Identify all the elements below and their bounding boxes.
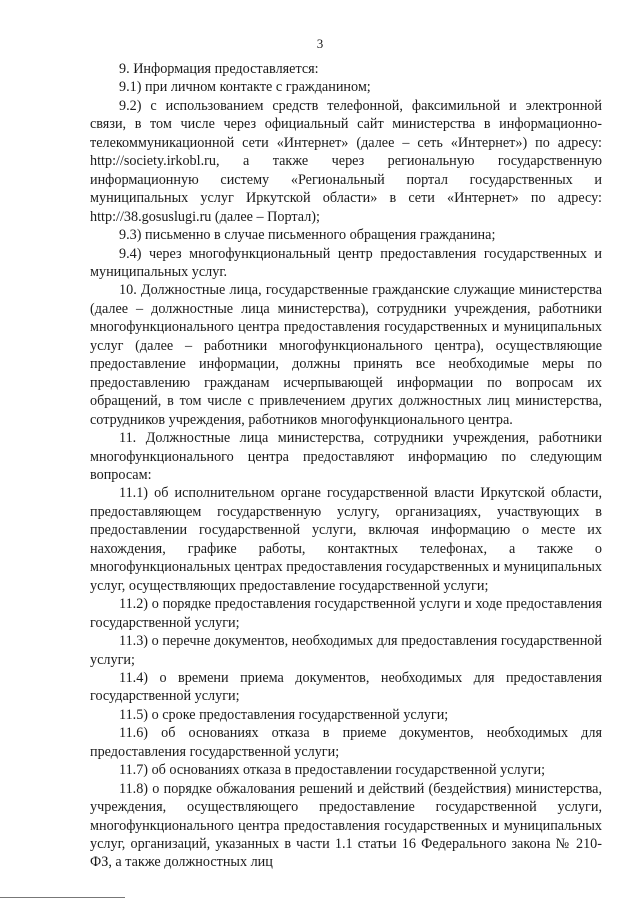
footer-divider <box>0 897 125 898</box>
document-body <box>90 60 602 872</box>
paragraph-11-2: 11.2) о порядке предоставления государственной услуги и ходе предоставления государственной услуги; <box>90 596 602 631</box>
paragraph-9-1: 9.1) при личном контакте с гражданином; <box>119 79 371 96</box>
paragraph-11-6: 11.6) об основаниях отказа в приеме документов, необходимых для предоставления государственной услуги; <box>90 725 602 760</box>
page-number: 3 <box>316 36 324 51</box>
paragraph-11-1: 11.1) об исполнительном органе государственной власти Иркутской области, предоставляющем государственную услугу, организациях, участвующих в предоставлении государственной услуги, включая информацию о месте их нахождения, графике работы, контактных телефонах, а также о многофункциональных центрах предоставления государственных и муниципальных услуг, осуществляющих предоставление государственной услуги; <box>90 485 602 594</box>
paragraph-11: 11. Должностные лица министерства, сотрудники учреждения, работники многофункционального центра предоставляют информацию по следующим вопросам: <box>90 430 602 483</box>
paragraph-11-5: 11.5) о сроке предоставления государственной услуги; <box>119 706 449 723</box>
paragraph-11-4: 11.4) о времени приема документов, необходимых для предоставления государственной услуги; <box>90 669 602 705</box>
paragraph-11-7: 11.7) об основаниях отказа в предоставлении государственной услуги; <box>119 762 546 779</box>
paragraph-9-3: 9.3) письменно в случае письменного обращения гражданина; <box>119 227 496 244</box>
paragraph-9-4: 9.4) через многофункциональный центр предоставления государственных и муниципальных услуг. <box>90 245 602 280</box>
paragraph-11-8: 11.8) о порядке обжалования решений и действий (бездействия) министерства, учреждения, осуществляющего предоставление государственной услуги, многофункционального центра предоставления государственных и муниципальных услуг, организаций, указанных в части 1.1 статьи 16 Федерального закона № 210-ФЗ, а также должностных лиц <box>90 780 602 871</box>
paragraph-9: 9. Информация предоставляется: <box>119 61 319 77</box>
paragraph-11-3: 11.3) о перечне документов, необходимых для предоставления государственной услуги; <box>90 633 602 668</box>
paragraph-9-2: 9.2) с использованием средств телефонной, факсимильной и электронной связи, в том числе через официальный сайт министерства в информационно-телекоммуникационной сети «Интернет» (далее – сеть «Интернет») по адресу: http://society.irkobl.ru, а также через региональную государственную информационную систему «Региональный портал государственных и муниципальных услуг Иркутской области» в сети «Интернет» по адресу: http://38.gosuslugi.ru (далее – Портал); <box>90 97 602 225</box>
paragraph-10: 10. Должностные лица, государственные гражданские служащие министерства (далее – должностные лица министерства), сотрудники учреждения, работники многофункционального центра предоставления государственных и муниципальных услуг (далее – работники многофункционального центра), осуществляющие предоставление информации, должны принять все необходимые меры по предоставлению гражданам исчерпывающей информации по вопросам их обращений, в том числе с привлечением других должностных лиц министерства, сотрудников учреждения, работников многофункционального центра. <box>90 282 602 428</box>
